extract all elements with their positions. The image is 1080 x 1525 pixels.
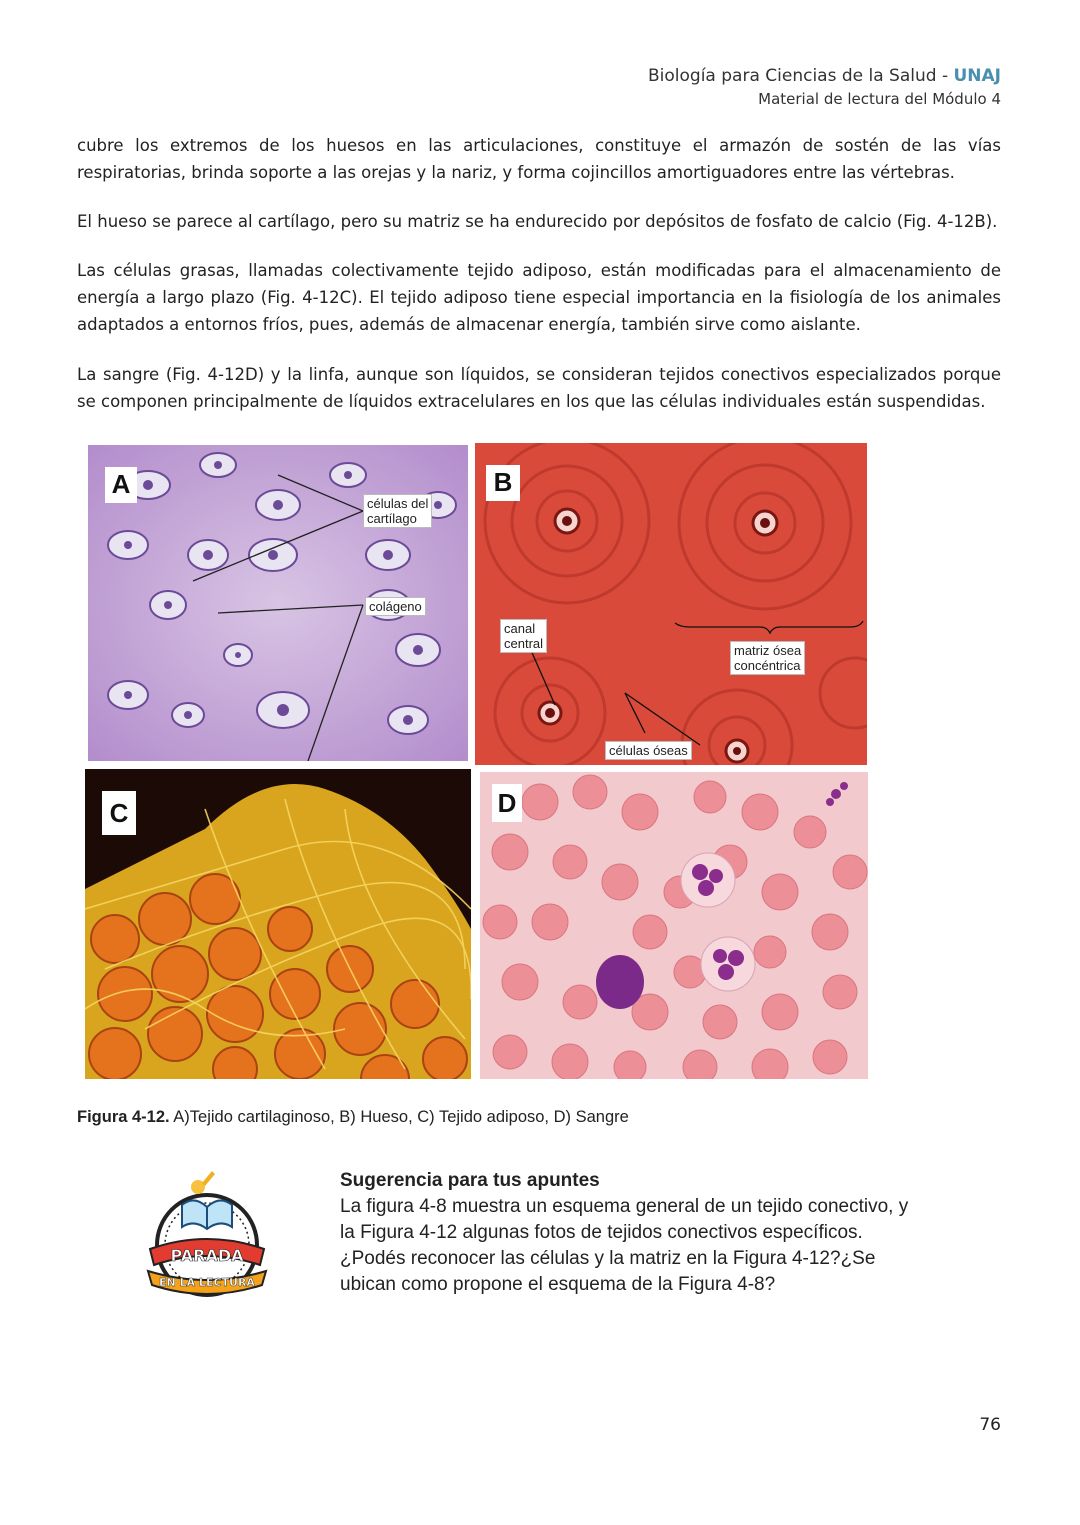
study-tip-line: La figura 4-8 muestra un esquema general de un tejido conectivo, y	[340, 1196, 909, 1217]
figure-4-12	[85, 442, 870, 1079]
panel-a-letter: A	[105, 467, 137, 503]
figure-caption	[77, 1108, 629, 1127]
study-tip-title: Sugerencia para tus apuntes	[340, 1170, 600, 1191]
paragraph-adipose: Las células grasas, llamadas colectivamente tejido adiposo, están modificadas para el almacenamiento de energía a largo plazo (Fig. 4-12C). El tejido adiposo tiene especial importancia en la fisiología de los animales adaptados a entornos fríos, pues, además de almacenar energía, también sirve como aislante.	[77, 261, 1001, 334]
study-tip-line: la Figura 4-12 algunas fotos de tejidos conectivos específicos.	[340, 1222, 863, 1243]
callout-collagen: colágeno	[365, 597, 426, 616]
header-brand: UNAJ	[953, 66, 1001, 86]
callout-central-canal-line2: central	[504, 636, 544, 651]
paragraph-cartilage: cubre los extremos de los huesos en las articulaciones, constituye el armazón de sostén de las vías respiratorias, brinda soporte a las orejas y la nariz, y forma cojincillos amortiguadores entre las vértebras.	[77, 136, 1001, 182]
paragraph-bone: El hueso se parece al cartílago, pero su matriz se ha endurecido por depósitos de fosfato de calcio (Fig. 4-12B).	[77, 212, 998, 231]
figure-caption-text: A)Tejido cartilaginoso, B) Hueso, C) Tejido adiposo, D) Sangre	[169, 1108, 629, 1126]
panel-c-adipose-image	[85, 769, 471, 1079]
panel-b-letter: B	[486, 465, 520, 501]
paragraph-blood: La sangre (Fig. 4-12D) y la linfa, aunque son líquidos, se consideran tejidos conectivos especializados porque se componen principalmente de líquidos extracelulares en los que las células individuales están suspendidas.	[77, 365, 1001, 411]
page-header	[648, 64, 1001, 110]
callout-cartilage-cells-line2: cartílago	[367, 511, 417, 526]
callout-central-canal	[500, 619, 547, 653]
callout-bone-cells: células óseas	[605, 741, 692, 760]
callout-concentric-bone-matrix	[730, 641, 805, 675]
callout-cartilage-cells-line1: células del	[367, 496, 429, 511]
panel-c-letter: C	[102, 791, 136, 835]
header-course: Biología para Ciencias de la Salud -	[648, 66, 954, 86]
study-tip-line: ubican como propone el esquema de la Figura 4-8?	[340, 1274, 776, 1295]
parada-en-la-lectura-logo	[132, 1165, 282, 1300]
svg-text:PARADA: PARADA	[170, 1246, 244, 1265]
page-number: 76	[979, 1415, 1001, 1435]
callout-concentric-bone-matrix-line2: concéntrica	[734, 658, 801, 673]
figure-caption-label: Figura 4-12.	[77, 1108, 170, 1126]
panel-d-letter: D	[492, 784, 522, 822]
callout-central-canal-line1: canal	[504, 621, 536, 636]
callout-cartilage-cells	[363, 494, 432, 528]
svg-text:EN LA LECTURA: EN LA LECTURA	[159, 1276, 255, 1289]
callout-concentric-bone-matrix-line1: matriz ósea	[734, 643, 802, 658]
panel-a-cartilage-image	[88, 445, 468, 761]
header-title	[648, 64, 1001, 88]
panel-b-bone-image	[475, 443, 867, 765]
panel-d-blood-image	[480, 772, 868, 1079]
study-tip	[340, 1168, 960, 1298]
study-tip-line: ¿Podés reconocer las células y la matriz en la Figura 4-12?¿Se	[340, 1248, 876, 1269]
header-subtitle: Material de lectura del Módulo 4	[758, 90, 1001, 108]
